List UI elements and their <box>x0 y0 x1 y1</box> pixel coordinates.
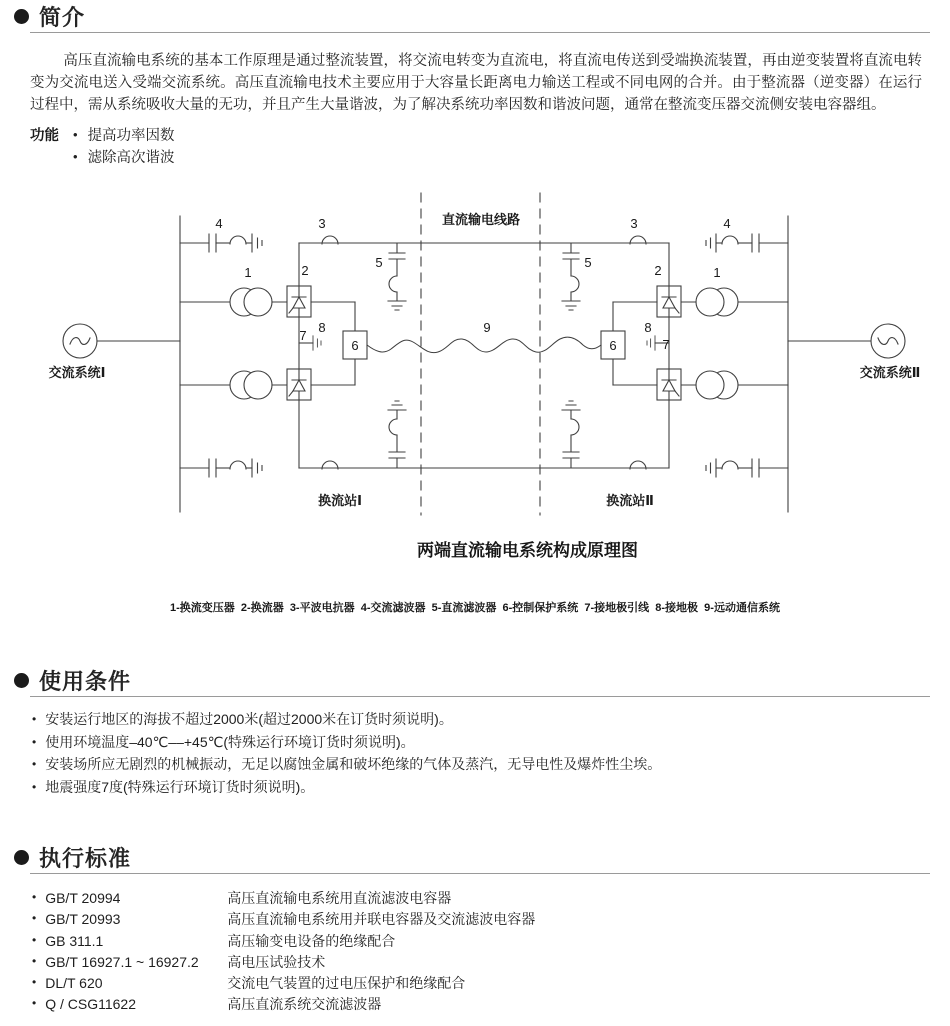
bullet-icon: • <box>32 953 37 968</box>
section-divider <box>30 696 930 697</box>
condition-item: • 地震强度7度(特殊运行环境订货时须说明)。 <box>32 777 922 800</box>
section-title-conditions: 使用条件 <box>39 668 132 694</box>
condition-item: • 使用环境温度–40℃––+45℃(特殊运行环境订货时须说明)。 <box>32 732 922 755</box>
condition-item: • 安装场所应无剧烈的机械振动，无足以腐蚀金属和破坏绝缘的气体及蒸汽，无导电性及爆炸性尘埃。 <box>32 754 922 777</box>
section-bullet-icon <box>14 9 29 24</box>
label-6-left: 6 <box>351 338 359 353</box>
standard-code: GB/T 20993 <box>45 911 121 928</box>
label-7-right: 7 <box>662 337 670 352</box>
section-bullet-icon <box>14 673 29 688</box>
section-intro <box>0 2 950 169</box>
label-6-right: 6 <box>609 338 617 353</box>
standard-row <box>32 994 922 1015</box>
feature-item: • 提高功率因数 <box>73 125 175 147</box>
label-5-right: 5 <box>584 255 592 270</box>
standards-list <box>32 888 922 1016</box>
feature-item: • 滤除高次谐波 <box>73 147 175 169</box>
section-title-intro: 简介 <box>39 4 86 30</box>
label-4-right: 4 <box>723 216 731 231</box>
features-block <box>30 125 950 169</box>
standard-desc: 高压直流系统交流滤波器 <box>227 996 382 1013</box>
bullet-icon: • <box>32 975 37 990</box>
label-4-left: 4 <box>215 216 223 231</box>
label-8-left: 8 <box>318 320 326 335</box>
standard-row <box>32 952 922 973</box>
standard-code: GB/T 20994 <box>45 890 121 906</box>
section-divider <box>30 873 930 874</box>
label-7-left: 7 <box>299 328 307 343</box>
condition-item: • 安装运行地区的海拔不超过2000米(超过2000米在订货时须说明)。 <box>32 709 922 732</box>
label-2-left: 2 <box>301 263 309 278</box>
standard-code: DL/T 620 <box>45 975 103 992</box>
section-standards <box>0 843 950 1016</box>
section-header-intro <box>0 2 950 30</box>
ac-system-2-label: 交流系统Ⅱ <box>859 365 921 380</box>
standard-code: GB/T 16927.1 ~ 16927.2 <box>45 953 199 970</box>
diagram-legend: 1-换流变压器 2-换流器 3-平波电抗器 4-交流滤波器 5-直流滤波器 6-控制保护系统 7-接地极引线 8-接地极 9-远动通信系统 <box>170 602 780 614</box>
standard-desc: 高压输变电设备的绝缘配合 <box>227 932 396 949</box>
standard-row <box>32 931 922 952</box>
standard-code: Q / CSG11622 <box>45 996 136 1013</box>
features-list <box>73 125 175 169</box>
label-9: 9 <box>483 320 491 335</box>
standard-row <box>32 909 922 930</box>
label-2-right: 2 <box>654 263 662 278</box>
standard-code: GB 311.1 <box>45 932 104 949</box>
section-bullet-icon <box>14 850 29 865</box>
station-2-label: 换流站Ⅱ <box>606 493 654 508</box>
section-header-conditions <box>0 666 950 694</box>
ac-system-1-label: 交流系统Ⅰ <box>48 365 106 380</box>
bullet-icon: • <box>32 932 37 947</box>
label-1-left: 1 <box>244 265 252 280</box>
hvdc-system-diagram <box>0 185 950 517</box>
bullet-icon: • <box>32 996 37 1011</box>
bullet-icon: • <box>32 911 37 926</box>
features-label: 功能 <box>30 128 59 144</box>
standard-row <box>32 973 922 994</box>
standard-desc: 高压直流输电系统用并联电容器及交流滤波电容器 <box>227 911 536 928</box>
standard-desc: 高压直流输电系统用直流滤波电容器 <box>227 890 452 906</box>
conditions-list <box>32 709 922 799</box>
label-3-left: 3 <box>318 216 326 231</box>
station-1-label: 换流站Ⅰ <box>318 493 362 508</box>
label-5-left: 5 <box>375 255 383 270</box>
intro-paragraph: 高压直流输电系统的基本工作原理是通过整流装置，将交流电转变为直流电，将直流电传送到受端换流装置，再由逆变装置将直流电转变为交流电送入受端交流系统。高压直流输电技术主要应用于大容量长距离电力输送工程或不同电网的合并。由于整流器（逆变器）在运行过程中，需从系统吸收大量的无功，并且产生大量谐波，为了解决系统功率因数和谐波问题，通常在整流变压器交流侧安装电容器组。 <box>30 53 922 113</box>
label-8-right: 8 <box>644 320 652 335</box>
bullet-icon: • <box>32 890 37 904</box>
dc-line-label: 直流输电线路 <box>441 212 521 227</box>
label-3-right: 3 <box>630 216 638 231</box>
label-1-right: 1 <box>713 265 721 280</box>
standard-desc: 交流电气装置的过电压保护和绝缘配合 <box>227 975 466 992</box>
section-divider <box>30 32 930 33</box>
standard-desc: 高电压试验技术 <box>227 953 326 970</box>
section-title-standards: 执行标准 <box>39 845 132 871</box>
section-header-standards <box>0 843 950 871</box>
section-conditions <box>0 666 950 799</box>
standard-row <box>32 888 922 909</box>
telecom-wavy-line <box>367 337 601 352</box>
diagram-caption: 两端直流输电系统构成原理图 <box>417 541 638 560</box>
